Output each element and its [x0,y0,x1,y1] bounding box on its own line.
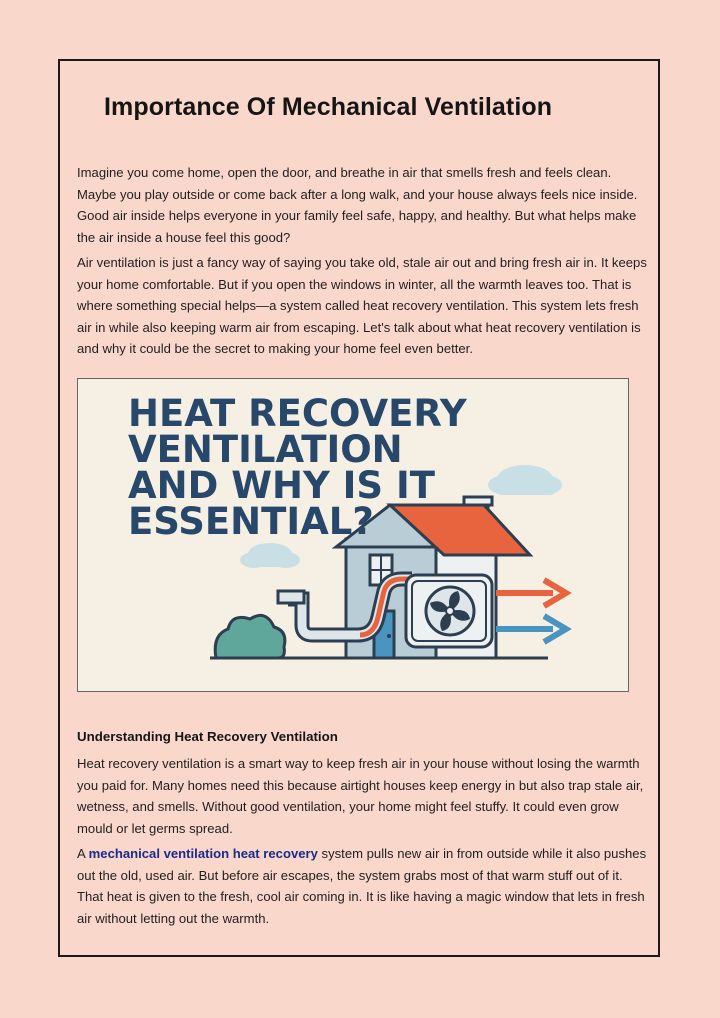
section-heading: Understanding Heat Recovery Ventilation [77,729,338,744]
figure-title-line-4: ESSENTIAL? [128,500,374,543]
intro-paragraph: Imagine you come home, open the door, and breathe in air that smells fresh and feels clean. Maybe you play outside or come back after a long walk, and your house always feels nice inside. Good air inside helps everyone in your family feel safe, happy, and healthy. But what helps make the air inside a house feel this good? [77,165,638,245]
bush-icon [215,615,285,658]
paragraph-prefix: A [77,846,89,861]
mvhr-link[interactable]: mechanical ventilation heat recovery [88,846,318,861]
hrv-paragraph: Heat recovery ventilation is a smart way to keep fresh air in your house without losing the warmth you paid for. Many homes need this because airtight houses keep energy in but also trap stale air, wetness, and smells. Without good ventilation, your home might feel stuffy. It could even grow mould or let germs spread. [77,756,644,836]
cloud-icon [240,543,300,568]
arrow-right-icon [496,580,566,606]
page-title: Importance Of Mechanical Ventilation [104,93,553,121]
figure-title-line-3: AND WHY IS IT [128,464,435,507]
paragraph-suffix: system pulls new air in from outside while it also pushes out the old, used air. But before air escapes, the system grabs most of that warm stuff out of it. That heat is given to the fresh, cool air coming in. It is like having a magic window that lets in fresh air without letting out the warmth. [77,846,647,926]
house-illustration [78,379,628,691]
figure-title-line-2: VENTILATION [128,428,403,471]
cloud-icon [488,465,562,495]
fan-icon [426,587,474,635]
hero-illustration [77,378,629,692]
ventilation-paragraph: Air ventilation is just a fancy way of saying you take old, stale air out and bring fresh air in. It keeps your home comfortable. But if you open the windows in winter, all the warmth leaves too. That is where something special helps—a system called heat recovery ventilation. This system lets fresh air in while also keeping warm air from escaping. Let's talk about what heat recovery ventilation is and why it could be the secret to making your home feel even better. [77,255,647,356]
mvhr-paragraph [77,843,647,929]
figure-title-line-1: HEAT RECOVERY [128,392,467,435]
arrow-right-icon [496,616,566,642]
